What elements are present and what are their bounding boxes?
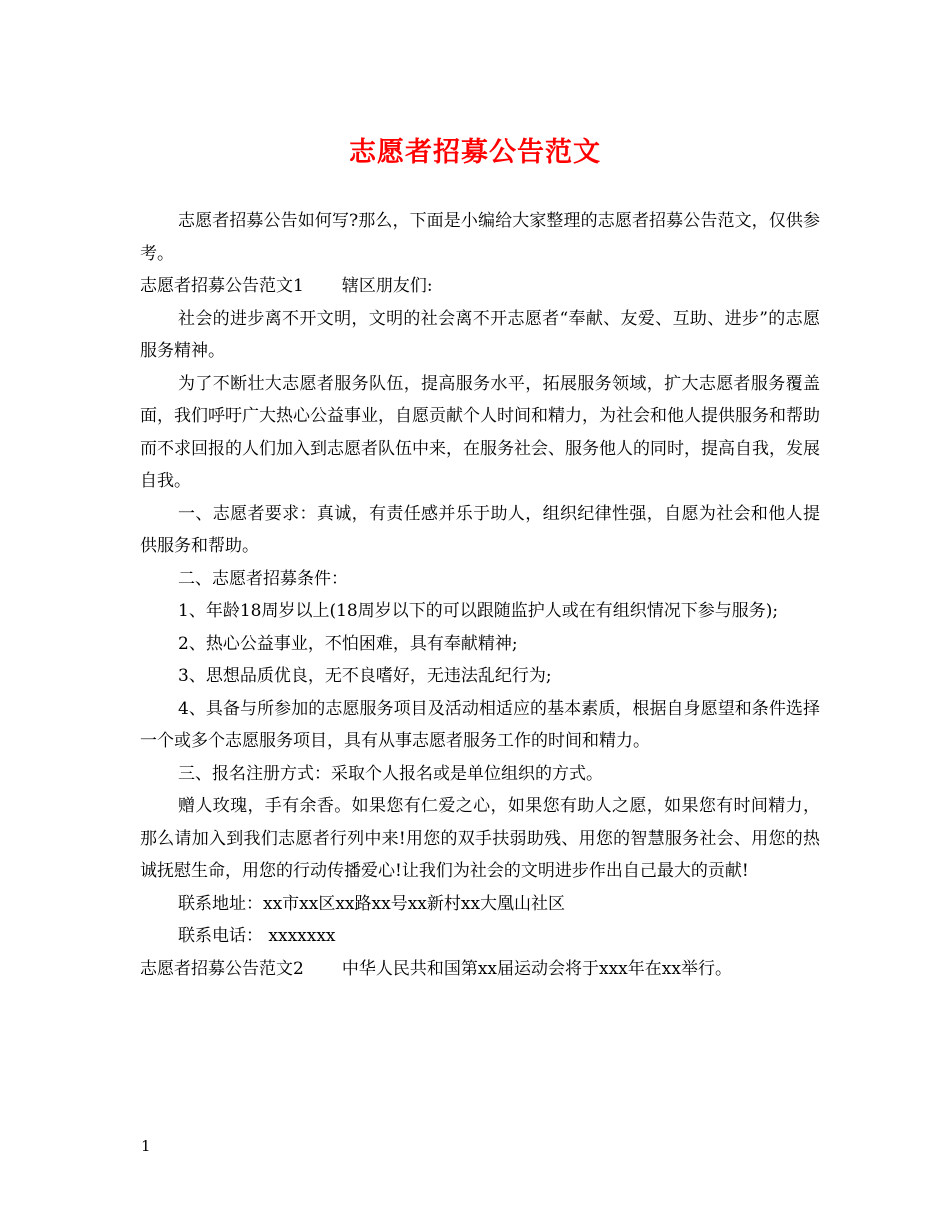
paragraph-appeal: 赠人玫瑰，手有余香。如果您有仁爱之心，如果您有助人之愿，如果您有时间精力，那么请加入到我们志愿者行列中来!用您的双手扶弱助残、用您的智慧服务社会、用您的热诚抚慰生命，用您的行动传播爱心!让我们为社会的文明进步作出自己最大的贡献! bbox=[140, 796, 820, 881]
document-title: 志愿者招募公告范文 bbox=[349, 137, 601, 168]
sample1-heading bbox=[140, 270, 820, 303]
intro-paragraph: 志愿者招募公告如何写?那么，下面是小编给大家整理的志愿者招募公告范文，仅供参考。 bbox=[140, 211, 820, 264]
paragraph-requirements: 一、志愿者要求：真诚，有责任感并乐于助人，组织纪律性强，自愿为社会和他人提供服务和帮助。 bbox=[140, 503, 820, 556]
document-body bbox=[140, 205, 820, 985]
sample2-text: 中华人民共和国第xx届运动会将于xxx年在xx举行。 bbox=[341, 958, 732, 979]
contact-phone: 联系电话： xxxxxxx bbox=[178, 926, 336, 946]
sample1-greeting: 辖区朋友们: bbox=[341, 276, 433, 296]
paragraph-call-to-join: 为了不断壮大志愿者服务队伍，提高服务水平，拓展服务领域，扩大志愿者服务覆盖面，我们呼吁广大热心公益事业，自愿贡献个人时间和精力，为社会和他人提供服务和帮助而不求回报的人们加入到志愿者队伍中来，在服务社会、服务他人的同时，提高自我，发展自我。 bbox=[140, 373, 820, 491]
sample2-label: 志愿者招募公告范文2 bbox=[140, 958, 304, 979]
condition-item-3: 3、思想品质优良，无不良嗜好，无违法乱纪行为; bbox=[178, 666, 552, 686]
sample2-heading bbox=[140, 953, 820, 986]
contact-address: 联系地址：xx市xx区xx路xx号xx新村xx大凰山社区 bbox=[178, 893, 566, 914]
page-number: 1 bbox=[141, 1137, 151, 1155]
condition-item-4: 4、具备与所参加的志愿服务项目及活动相适应的基本素质，根据自身愿望和条件选择一个或多个志愿服务项目，具有从事志愿者服务工作的时间和精力。 bbox=[140, 698, 820, 751]
paragraph-civilization: 社会的进步离不开文明，文明的社会离不开志愿者“奉献、友爱、互助、进步”的志愿服务精神。 bbox=[140, 308, 820, 361]
paragraph-conditions-heading: 二、志愿者招募条件： bbox=[178, 568, 348, 589]
condition-item-1: 1、年龄18周岁以上(18周岁以下的可以跟随监护人或在有组织情况下参与服务); bbox=[178, 601, 779, 621]
sample1-label: 志愿者招募公告范文1 bbox=[140, 276, 304, 296]
condition-item-2: 2、热心公益事业，不怕困难，具有奉献精神; bbox=[178, 633, 518, 654]
paragraph-registration: 三、报名注册方式：采取个人报名或是单位组织的方式。 bbox=[178, 763, 603, 784]
